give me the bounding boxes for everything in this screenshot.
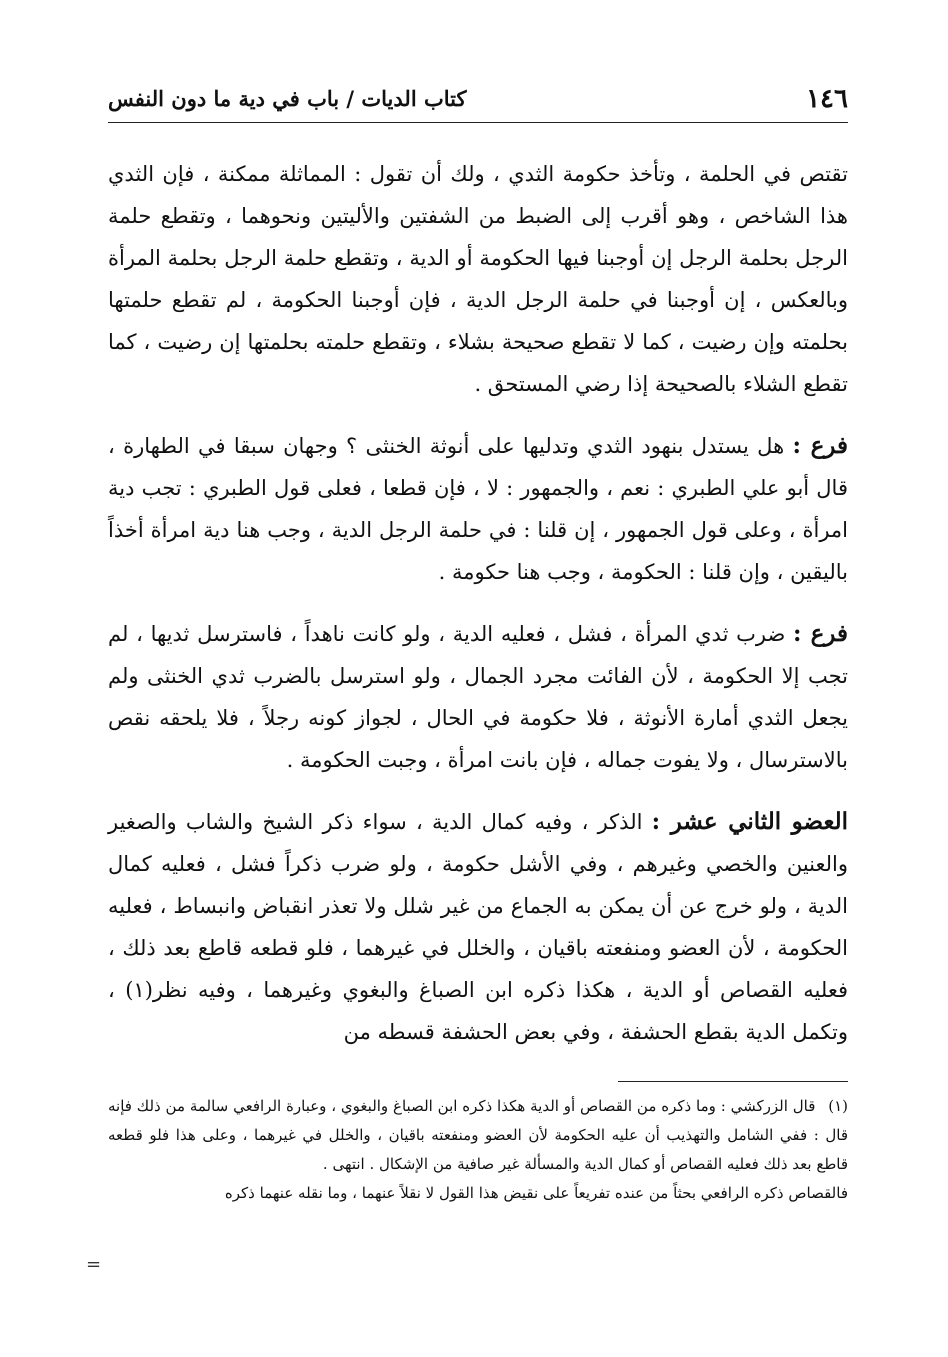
paragraph-text: هل يستدل بنهود الثدي وتدليها على أنوثة الخنثى ؟ وجهان سبقا في الطهارة ، قال أبو علي الطبري : نعم ، والجمهور : لا ، فإن قطعا ، فعلى قول الطبري : تجب دية امرأة ، وعلى قول الجمهور ، إن قلنا : في حلمة الرجل الدية ، وجب هنا دية امرأة أخذاً باليقين ، وإن قلنا : الحكومة ، وجب هنا حكومة . xyxy=(108,434,848,584)
footnote-divider xyxy=(618,1081,848,1082)
paragraph-text: تقتص في الحلمة ، وتأخذ حكومة الثدي ، ولك أن تقول : المماثلة ممكنة ، فإن الثدي هذا الشاخص ، وهو أقرب إلى الضبط من الشفتين والأليتين ونحوهما ، وتقطع حلمة الرجل بحلمة الرجل إن أوجبنا فيها الحكومة أو الدية ، وتقطع حلمة الرجل بحلمة المرأة وبالعكس ، إن أوجبنا في حلمة الرجل الدية ، فإن أوجبنا الحكومة ، لم تقطع حلمتها بحلمته وإن رضيت ، كما لا تقطع صحيحة بشلاء ، وتقطع حلمته بحلمتها إن رضيت ، كما تقطع الشلاء بالصحيحة إذا رضي المستحق . xyxy=(108,162,848,396)
book-page xyxy=(108,70,848,1350)
paragraph-text: ضرب ثدي المرأة ، فشل ، فعليه الدية ، ولو كانت ناهداً ، فاسترسل ثديها ، لم تجب إلا الحكومة ، لأن الفائت مجرد الجمال ، ولو استرسل بالضرب ثدي الخنثى ولم يجعل الثدي أمارة الأنوثة ، فلا حكومة في الحال ، لجواز كونه رجلاً ، فلا يلحقه نقص بالاسترسال ، ولا يفوت جماله ، فإن بانت امرأة ، وجبت الحكومة . xyxy=(108,622,848,772)
footnote-text: فالقصاص ذكره الرافعي بحثاً من عنده تفريعاً على نقيض هذا القول لا نقلاً عنهما ، وما نقله عنهما ذكره xyxy=(224,1184,848,1202)
footnote xyxy=(108,1092,848,1179)
footnote-continuation xyxy=(108,1179,848,1208)
paragraph xyxy=(108,613,848,781)
paragraph xyxy=(108,801,848,1053)
page-header xyxy=(108,70,848,123)
footnote-number: (١) xyxy=(828,1097,848,1115)
paragraph-lead: فرع : xyxy=(792,432,848,459)
paragraph xyxy=(108,153,848,405)
main-text xyxy=(108,153,848,1053)
paragraph-text: الذكر ، وفيه كمال الدية ، سواء ذكر الشيخ والشاب والصغير والعنين والخصي وغيرهم ، وفي الأشل حكومة ، ولو ضرب ذكراً فشل ، فعليه كمال الدية ، ولو خرج عن أن يمكن به الجماع من غير شلل ولا تعذر انقباض وانبساط ، فعليه الحكومة ، لأن العضو ومنفعته باقيان ، والخلل في غيرهما ، فلو قطعه قاطع بعد ذلك ، فعليه القصاص أو الدية ، هكذا ذكره ابن الصباغ والبغوي وغيرهما ، وفيه نظر(١) ، وتكمل الدية بقطع الحشفة ، وفي بعض الحشفة قسطه من xyxy=(108,810,848,1044)
paragraph-lead: فرع : xyxy=(793,620,848,647)
edge-mark: = xyxy=(86,1254,102,1275)
paragraph-lead: العضو الثاني عشر : xyxy=(651,808,848,835)
paragraph xyxy=(108,425,848,593)
running-title: كتاب الديات / باب في دية ما دون النفس xyxy=(108,86,467,111)
footnotes xyxy=(108,1092,848,1208)
footnote-text: قال الزركشي : وما ذكره من القصاص أو الدية هكذا ذكره ابن الصباغ والبغوي ، وعبارة الرافعي سالمة من ذلك فإنه قال : ففي الشامل والتهذيب أن عليه الحكومة لأن العضو ومنفعته باقيان ، والخلل في غيرهما ، وعلى هذا فلو قطعه قاطع بعد ذلك فعليه القصاص أو كمال الدية والمسألة غير صافية من الإشكال . انتهى . xyxy=(108,1097,848,1173)
page-number: ١٤٦ xyxy=(806,84,848,114)
